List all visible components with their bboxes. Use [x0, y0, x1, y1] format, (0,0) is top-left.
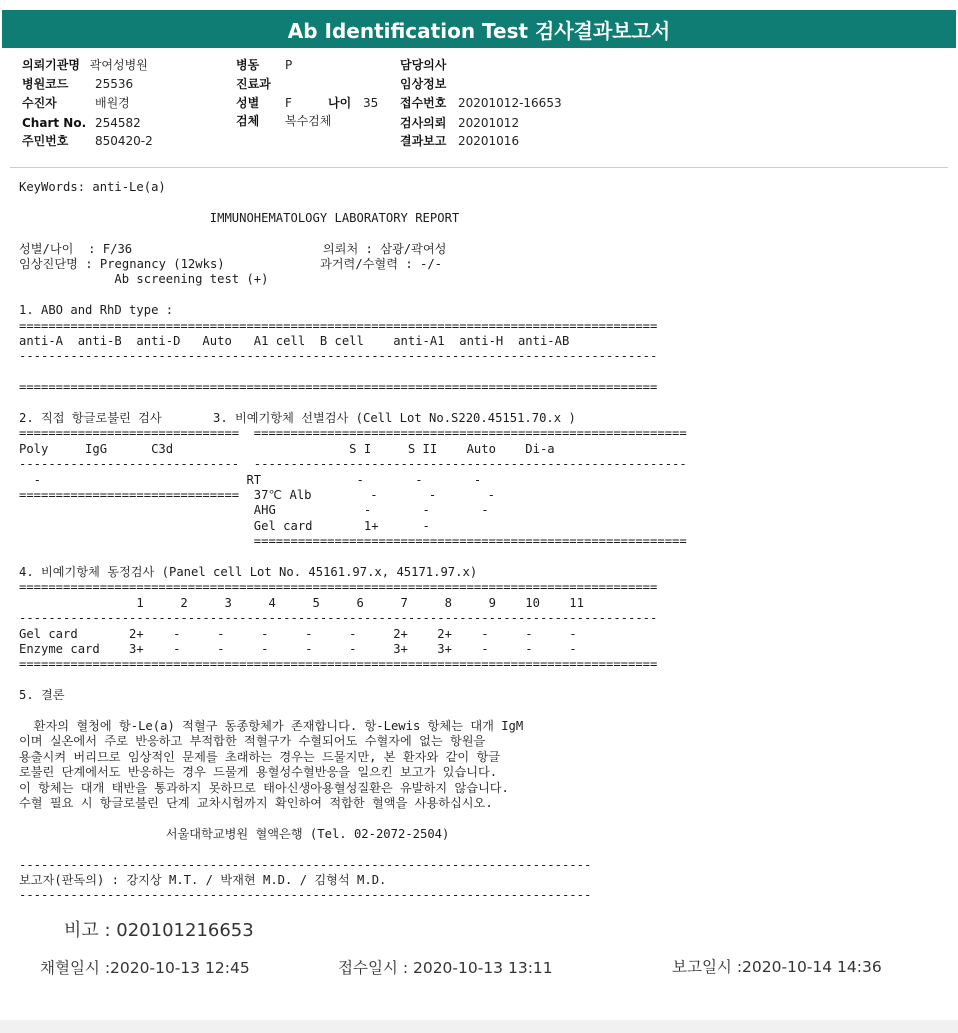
- report-line: 보고자(판독의) : 강지상 M.T. / 박재현 M.D. / 김형석 M.D.: [19, 873, 387, 887]
- report-line: anti-A anti-B anti-D Auto A1 cell B cell anti-A1 anti-H anti-AB: [19, 334, 570, 348]
- report-title: Ab Identification Test 검사결과보고서: [2, 10, 956, 48]
- report-body: [19, 180, 939, 903]
- report-line: =======================================================================================: [19, 657, 658, 672]
- report-line: =======================================================================================: [19, 580, 658, 595]
- report-line: Gel card 1+ -: [19, 518, 430, 533]
- info-physician: 담당의사: [400, 58, 447, 72]
- info-hospital-code: 병원코드 25536: [22, 77, 134, 91]
- info-chart-no: Chart No. 254582: [22, 116, 141, 130]
- report-line: 4. 비예기항체 동정검사 (Panel cell Lot No. 45161.97.x, 45171.97.x): [19, 565, 478, 579]
- report-line: 이 항체는 대개 태반을 통과하지 못하므로 태아신생아용혈성질환은 유발하지 않습니다.: [19, 780, 509, 795]
- info-ward: 병동 P: [236, 58, 293, 72]
- info-clinical: 임상정보: [400, 77, 447, 91]
- patient-info: [0, 0, 958, 160]
- report-line: Poly IgG C3d S I S II Auto Di-a: [19, 441, 555, 456]
- info-sex: 성별 F: [236, 96, 292, 110]
- report-line: 1 2 3 4 5 6 7 8 9 10 11: [19, 595, 584, 610]
- report-line: 2. 직접 항글로불린 검사 3. 비예기항체 선별검사 (Cell Lot No.S220.45151.70.x ): [19, 411, 576, 425]
- collection-datetime: 채혈일시 :2020-10-13 12:45: [40, 959, 250, 977]
- report-line: ---------------------------------------------------------------------------------------: [19, 349, 658, 364]
- report-line: 용출시켜 버리므로 임상적인 문제를 초래하는 경우는 드물지만, 본 환자와 같이 항글: [19, 749, 500, 764]
- report-line: ------------------------------------------------------------------------------: [19, 888, 592, 903]
- report-line: 로불린 단계에서도 반응하는 경우 드물게 용혈성수혈반응을 일으킨 보고가 있습니다.: [19, 765, 498, 780]
- info-resident-no: 주민번호 850420-2: [22, 134, 153, 148]
- report-line: - RT - - -: [19, 472, 482, 487]
- report-line: IMMUNOHEMATOLOGY LABORATORY REPORT: [19, 210, 460, 225]
- report-line: 환자의 혈청에 항-Le(a) 적혈구 동종항체가 존재합니다. 항-Lewis 항체는 대개 IgM: [19, 719, 524, 733]
- receipt-datetime: 접수일시 : 2020-10-13 13:11: [338, 959, 553, 977]
- report-line: 수혈 필요 시 항글로불린 단계 교차시험까지 확인하여 적합한 혈액을 사용하십시오.: [19, 796, 493, 810]
- info-patient: 수진자 배원경: [22, 96, 130, 110]
- info-specimen: 검체 복수검체: [236, 114, 332, 128]
- info-department: 진료과: [236, 77, 271, 91]
- info-age: 나이 35: [328, 96, 379, 110]
- report-line: 임상진단명 : Pregnancy (12wks) 과거력/수혈력 : -/-: [19, 257, 443, 271]
- report-line: KeyWords: anti-Le(a): [19, 180, 166, 194]
- report-line: Gel card 2+ - - - - - 2+ 2+ - - -: [19, 626, 577, 641]
- report-line: AHG - - -: [19, 503, 489, 518]
- report-line: ============================== 37℃ Alb - - -: [19, 488, 495, 502]
- header-divider: [10, 167, 948, 168]
- report-line: =======================================================================================: [19, 318, 658, 333]
- report-line: Ab screening test (+): [19, 272, 269, 287]
- report-line: 1. ABO and RhD type :: [19, 303, 174, 318]
- remark: 비고 : 020101216653: [64, 920, 254, 941]
- report-line: ------------------------------ -----------------------------------------------------------: [19, 457, 687, 472]
- report-line: ============================== ===========================================================: [19, 426, 687, 441]
- info-result-report: 결과보고 20201016: [400, 134, 520, 148]
- report-line: 성별/나이 : F/36 의뢰처 : 삼광/곽여성: [19, 241, 447, 256]
- report-line: ===========================================================: [19, 534, 687, 549]
- report-line: Enzyme card 3+ - - - - - 3+ 3+ - - -: [19, 642, 577, 656]
- info-institution: 의뢰기관명 곽여성병원: [22, 58, 148, 72]
- info-receipt-no: 접수번호 20201012-16653: [400, 96, 562, 110]
- info-test-request: 검사의뢰 20201012: [400, 116, 520, 130]
- report-line: =======================================================================================: [19, 380, 658, 395]
- report-line: 5. 결론: [19, 688, 65, 703]
- report-line: ------------------------------------------------------------------------------: [19, 857, 592, 872]
- report-datetime: 보고일시 :2020-10-14 14:36: [672, 958, 882, 976]
- report-line: 이며 실온에서 주로 반응하고 부적합한 적혈구가 수혈되어도 수혈자에 없는 항원을: [19, 734, 486, 749]
- report-line: ---------------------------------------------------------------------------------------: [19, 611, 658, 626]
- report-line: 서울대학교병원 혈액은행 (Tel. 02-2072-2504): [19, 826, 450, 841]
